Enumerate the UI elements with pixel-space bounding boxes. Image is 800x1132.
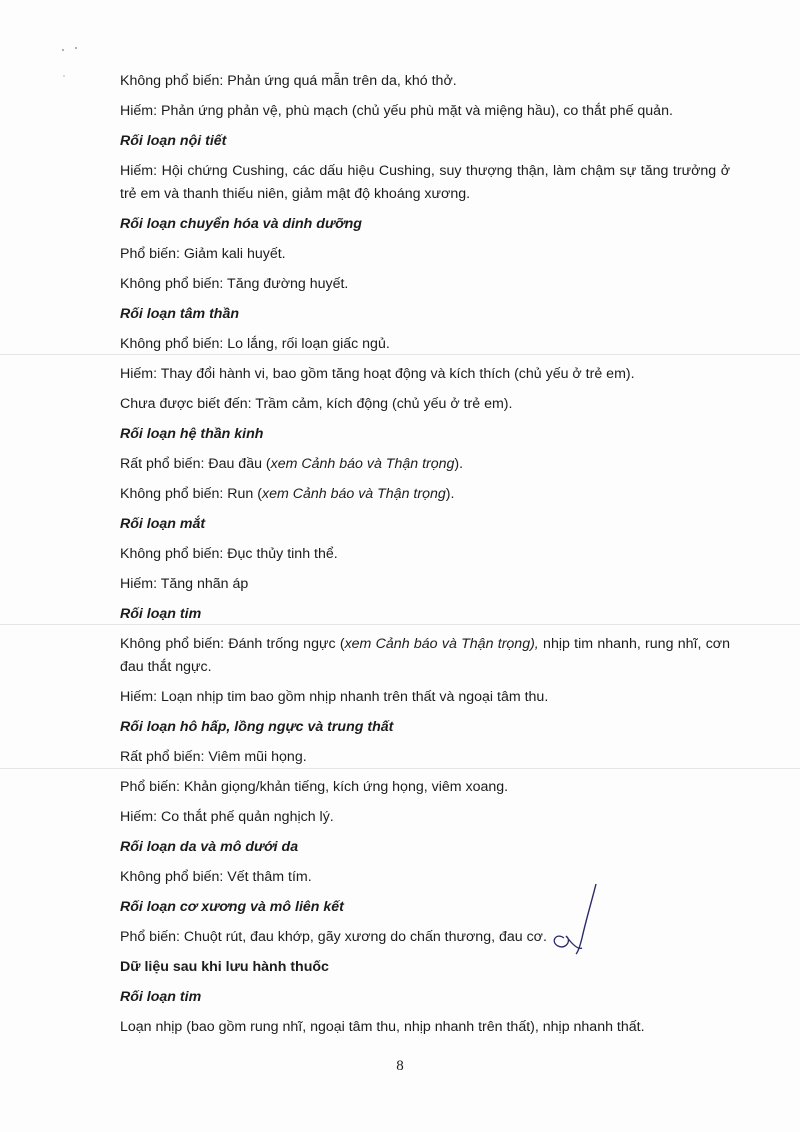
paragraph-line	[120, 160, 730, 206]
paragraph-line	[120, 393, 730, 416]
section-heading	[120, 130, 730, 152]
text-run: Không phổ biến: Đánh trống ngực (	[120, 636, 345, 652]
paragraph-line	[120, 100, 730, 123]
paragraph-line	[120, 333, 730, 356]
paragraph-line	[120, 633, 730, 679]
text-run: Không phổ biến: Run (	[120, 486, 262, 502]
paragraph-line	[120, 70, 730, 93]
text-run: Phổ biến: Giảm kali huyết.	[120, 246, 286, 262]
paragraph-line	[120, 543, 730, 566]
paragraph-line	[120, 453, 730, 476]
section-heading	[120, 896, 730, 918]
text-run: ).	[454, 456, 464, 472]
paragraph-line	[120, 866, 730, 889]
section-heading	[120, 603, 730, 625]
text-run: Hiếm: Loạn nhịp tim bao gồm nhịp nhanh trên thất và ngoại tâm thu.	[120, 689, 549, 705]
section-heading	[120, 423, 730, 445]
paragraph-line	[120, 686, 730, 709]
scan-speck-icon	[58, 44, 88, 84]
text-run: Không phổ biến: Phản ứng quá mẫn trên da, khó thở.	[120, 73, 457, 89]
cross-reference-text: xem Cảnh báo và Thận trọng),	[344, 636, 539, 652]
section-heading	[120, 956, 730, 978]
handwritten-signature-icon	[520, 880, 610, 960]
text-run: Rất phổ biến: Đau đầu (	[120, 456, 271, 472]
paragraph-line	[120, 926, 730, 949]
paragraph-line	[120, 273, 730, 296]
section-heading	[120, 716, 730, 738]
cross-reference-text: xem Cảnh báo và Thận trọng	[261, 486, 446, 502]
text-run: Rối loạn tim	[120, 606, 202, 622]
text-run: Không phổ biến: Tăng đường huyết.	[120, 276, 349, 292]
text-run: Không phổ biến: Đục thủy tinh thể.	[120, 546, 338, 562]
document-body	[120, 70, 730, 1046]
text-run: Không phổ biến: Vết thâm tím.	[120, 869, 312, 885]
page-number: 8	[396, 1058, 404, 1074]
text-run: Không phổ biến: Lo lắng, rối loạn giấc ngủ.	[120, 336, 390, 352]
paragraph-line	[120, 776, 730, 799]
section-heading	[120, 513, 730, 535]
text-run: Chưa được biết đến: Trầm cảm, kích động (chủ yếu ở trẻ em).	[120, 396, 513, 412]
text-run: Rối loạn tim	[120, 989, 202, 1005]
cross-reference-text: xem Cảnh báo và Thận trọng	[270, 456, 455, 472]
text-run: Rối loạn chuyển hóa và dinh dưỡng	[120, 216, 362, 232]
text-run: Rất phổ biến: Viêm mũi họng.	[120, 749, 307, 765]
paragraph-line	[120, 363, 730, 386]
text-run: Hiếm: Phản ứng phản vệ, phù mạch (chủ yếu phù mặt và miệng hầu), co thắt phế quản.	[120, 103, 673, 119]
text-run: Rối loạn nội tiết	[120, 133, 227, 149]
section-heading	[120, 213, 730, 235]
text-run: ).	[445, 486, 455, 502]
section-heading	[120, 836, 730, 858]
text-run: Phổ biến: Chuột rút, đau khớp, gãy xương do chấn thương, đau cơ.	[120, 929, 547, 945]
text-run: Hiếm: Co thắt phế quản nghịch lý.	[120, 809, 334, 825]
paragraph-line	[120, 806, 730, 829]
text-run: Rối loạn hệ thần kinh	[120, 426, 264, 442]
text-run: nhịp tim nhanh, rung nhĩ, cơn đau thắt ngực.	[120, 636, 730, 675]
text-run: Hiếm: Hội chứng Cushing, các dấu hiệu Cushing, suy thượng thận, làm chậm sự tăng trưởng ở trẻ em và thanh thiếu niên, giảm mật độ khoáng xương.	[120, 163, 730, 202]
text-run: Rối loạn tâm thần	[120, 306, 240, 322]
text-run: Dữ liệu sau khi lưu hành thuốc	[120, 959, 329, 975]
text-run: Hiếm: Thay đổi hành vi, bao gồm tăng hoạt động và kích thích (chủ yếu ở trẻ em).	[120, 366, 635, 382]
paragraph-line	[120, 746, 730, 769]
text-run: Loạn nhịp (bao gồm rung nhĩ, ngoại tâm thu, nhịp nhanh trên thất), nhịp nhanh thất.	[120, 1019, 645, 1035]
section-heading	[120, 303, 730, 325]
text-run: Hiếm: Tăng nhãn áp	[120, 576, 249, 592]
paragraph-line	[120, 483, 730, 506]
text-run: Rối loạn da và mô dưới da	[120, 839, 299, 855]
text-run: Rối loạn hô hấp, lồng ngực và trung thất	[120, 719, 394, 735]
section-heading	[120, 986, 730, 1008]
paragraph-line	[120, 243, 730, 266]
paragraph-line	[120, 1016, 730, 1039]
text-run: Phổ biến: Khản giọng/khản tiếng, kích ứng họng, viêm xoang.	[120, 779, 509, 795]
text-run: Rối loạn cơ xương và mô liên kết	[120, 899, 344, 915]
paragraph-line	[120, 573, 730, 596]
text-run: Rối loạn mắt	[120, 516, 206, 532]
